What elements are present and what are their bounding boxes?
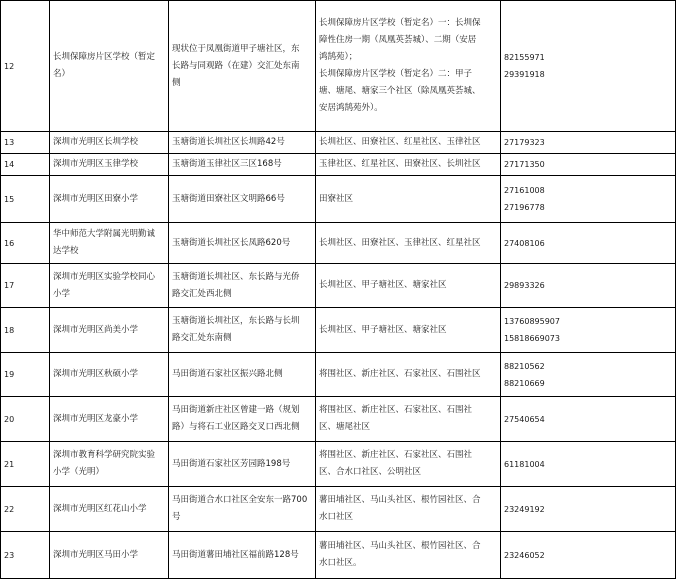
enrollment-area-line: 将围社区、新庄社区、石家社区、石围社 (319, 405, 473, 415)
school-address-line: 长路与同观路（在建）交汇处东南 (172, 60, 300, 71)
school-name-cell (50, 532, 169, 579)
row-number-cell (1, 223, 50, 264)
phone-cell (501, 532, 676, 579)
school-name-cell (50, 264, 169, 308)
school-name-line: 小学 (53, 288, 71, 299)
school-name-line: 名） (53, 69, 71, 79)
school-address-line: 马田街道石家社区芳园路198号 (172, 458, 291, 469)
phone-cell (501, 308, 676, 353)
school-name-cell (50, 442, 169, 487)
table-row (1, 532, 676, 579)
phone-cell (501, 487, 676, 532)
school-name-cell (50, 176, 169, 223)
school-name-cell (50, 353, 169, 397)
phone-line: 27171350 (504, 160, 545, 169)
row-number-cell (1, 442, 50, 487)
enrollment-area-cell (316, 397, 501, 442)
phone-line: 88210562 (504, 361, 545, 371)
phone-line: 27540654 (504, 414, 545, 424)
phone-line: 82155971 (504, 53, 545, 62)
enrollment-area-line: 长圳社区、甲子塘社区、塘家社区 (319, 280, 447, 290)
enrollment-area-cell (316, 308, 501, 353)
row-number-cell (1, 176, 50, 223)
enrollment-area-line: 长圳社区、甲子塘社区、塘家社区 (319, 324, 447, 335)
phone-line: 27196778 (504, 203, 545, 212)
phone-line: 23246052 (504, 550, 545, 560)
school-name-line: 深圳市光明区尚美小学 (53, 324, 139, 335)
enrollment-area-cell (316, 223, 501, 264)
school-address-line: 马田街道合水口社区全安东一路700 (172, 495, 308, 505)
enrollment-area-line: 塘、塘尾、塘家三个社区（除凤凰英荟城、 (319, 86, 481, 96)
school-address-cell (169, 132, 316, 154)
table-row (1, 308, 676, 353)
school-address-line: 玉塘街道田寮社区文明路66号 (172, 193, 285, 204)
enrollment-area-line: 田寮社区 (319, 193, 354, 204)
row-number-cell (1, 132, 50, 154)
row-number-line: 13 (4, 138, 15, 147)
school-name-cell (50, 1, 169, 132)
phone-cell (501, 176, 676, 223)
phone-line: 61181004 (504, 459, 545, 469)
enrollment-area-line: 水口社区 (319, 512, 354, 522)
table-body (1, 1, 676, 579)
enrollment-area-line: 薯田埔社区、马山头社区、根竹园社区、合 (319, 495, 481, 505)
enrollment-area-cell (316, 154, 501, 176)
phone-cell (501, 154, 676, 176)
phone-line: 29391918 (504, 70, 545, 79)
school-name-line: 深圳市光明区实验学校同心 (53, 271, 156, 282)
enrollment-area-cell (316, 532, 501, 579)
table-row (1, 132, 676, 154)
table-row (1, 223, 676, 264)
school-address-line: 路交汇处西北侧 (172, 288, 232, 299)
row-number-line: 19 (4, 370, 15, 379)
table-row (1, 487, 676, 532)
phone-line: 27179323 (504, 138, 545, 147)
school-name-line: 深圳市光明区田寮小学 (53, 193, 139, 204)
school-address-cell (169, 308, 316, 353)
table-row (1, 264, 676, 308)
enrollment-area-line: 区、塘尾社区 (319, 422, 371, 432)
row-number-line: 21 (4, 459, 15, 469)
row-number-line: 18 (4, 325, 15, 335)
school-address-line: 路）与将石工业区路交叉口西北侧 (172, 422, 300, 432)
enrollment-area-cell (316, 176, 501, 223)
row-number-line: 15 (4, 194, 15, 204)
school-address-cell (169, 397, 316, 442)
enrollment-area-line: 薯田埔社区、马山头社区、根竹园社区、合 (319, 541, 481, 551)
school-name-cell (50, 154, 169, 176)
school-name-line: 深圳市光明区红花山小学 (53, 503, 147, 514)
school-name-cell (50, 308, 169, 353)
table-row (1, 353, 676, 397)
school-address-line: 玉塘街道长圳社区、东长路与光侨 (172, 271, 300, 282)
row-number-cell (1, 1, 50, 132)
enrollment-area-line: 安居鸿鹄苑外）。 (319, 103, 383, 113)
school-address-cell (169, 442, 316, 487)
table-row (1, 442, 676, 487)
enrollment-area-line: 区、合水口社区、公明社区 (319, 467, 422, 477)
row-number-cell (1, 532, 50, 579)
phone-cell (501, 223, 676, 264)
school-address-line: 玉塘街道玉律社区三区168号 (172, 159, 282, 169)
school-address-line: 马田街道石家社区振兴路北侧 (172, 369, 283, 379)
school-name-line: 深圳市光明区长圳学校 (53, 137, 139, 147)
school-address-cell (169, 223, 316, 264)
phone-cell (501, 132, 676, 154)
school-address-line: 玉塘街道长圳社区长圳路42号 (172, 137, 285, 147)
school-address-cell (169, 1, 316, 132)
row-number-cell (1, 353, 50, 397)
phone-cell (501, 1, 676, 132)
row-number-cell (1, 264, 50, 308)
school-address-cell (169, 532, 316, 579)
school-address-line: 路交汇处东南侧 (172, 333, 232, 343)
school-name-cell (50, 132, 169, 154)
enrollment-area-line: 长圳社区、田寮社区、玉律社区、红星社区 (319, 237, 481, 248)
school-address-line: 现状位于凤凰街道甲子塘社区，东 (172, 43, 300, 54)
table-row (1, 397, 676, 442)
phone-line: 23249192 (504, 504, 545, 514)
phone-cell (501, 442, 676, 487)
enrollment-area-cell (316, 132, 501, 154)
row-number-line: 22 (4, 504, 15, 514)
school-name-line: 达学校 (53, 246, 79, 256)
phone-line: 29893326 (504, 281, 545, 290)
school-address-line: 马田街道薯田埔社区福前路128号 (172, 549, 299, 560)
school-name-line: 深圳市光明区玉律学校 (53, 159, 139, 169)
school-address-cell (169, 154, 316, 176)
row-number-cell (1, 308, 50, 353)
school-name-cell (50, 397, 169, 442)
enrollment-area-line: 长圳社区、田寮社区、红星社区、玉律社区 (319, 137, 481, 147)
enrollment-area-cell (316, 264, 501, 308)
school-address-line: 玉塘街道长圳社区，东长路与长圳 (172, 316, 300, 326)
school-name-line: 深圳市教育科学研究院实验 (53, 450, 156, 460)
row-number-line: 12 (4, 61, 15, 71)
enrollment-area-cell (316, 1, 501, 132)
school-name-line: 深圳市光明区秋硕小学 (53, 369, 139, 379)
school-name-line: 深圳市光明区龙豪小学 (53, 413, 139, 424)
school-name-line: 长圳保障房片区学校（暂定 (53, 52, 156, 62)
phone-cell (501, 353, 676, 397)
school-name-line: 深圳市光明区马田小学 (53, 549, 139, 560)
table-row (1, 1, 676, 132)
phone-line: 27161008 (504, 186, 545, 195)
school-address-line: 侧 (172, 77, 181, 88)
row-number-line: 17 (4, 281, 15, 290)
school-address-cell (169, 264, 316, 308)
row-number-line: 16 (4, 238, 15, 248)
school-address-line: 号 (172, 512, 181, 522)
school-address-cell (169, 353, 316, 397)
enrollment-area-line: 将围社区、新庄社区、石家社区、石围社区 (319, 369, 481, 379)
phone-line: 27408106 (504, 238, 545, 248)
enrollment-area-line: 玉律社区、红星社区、田寮社区、长圳社区 (319, 159, 481, 169)
school-address-line: 玉塘街道长圳社区长凤路620号 (172, 237, 291, 248)
phone-cell (501, 264, 676, 308)
row-number-line: 20 (4, 414, 15, 424)
school-address-cell (169, 176, 316, 223)
enrollment-area-line: 将围社区、新庄社区、石家社区、石围社 (319, 450, 473, 460)
enrollment-area-line: 鸿鹄苑）； (319, 52, 358, 62)
phone-line: 15818669073 (504, 334, 560, 343)
phone-line: 88210669 (504, 378, 545, 388)
school-address-line: 马田街道新庄社区曾建一路（规划 (172, 405, 300, 415)
enrollment-area-line: 障性住房一期（凤凰英荟城）、二期（安居 (319, 35, 477, 45)
table-row (1, 176, 676, 223)
row-number-cell (1, 487, 50, 532)
row-number-cell (1, 397, 50, 442)
school-name-line: 小学（光明） (53, 467, 105, 477)
enrollment-area-line: 长圳保障房片区学校（暂定名）二：甲子 (319, 69, 473, 79)
school-name-cell (50, 223, 169, 264)
enrollment-area-line: 水口社区。 (319, 558, 362, 568)
row-number-cell (1, 154, 50, 176)
enrollment-area-cell (316, 487, 501, 532)
school-name-line: 华中师范大学附属光明勤诚 (53, 229, 156, 239)
phone-cell (501, 397, 676, 442)
school-name-cell (50, 487, 169, 532)
enrollment-area-cell (316, 442, 501, 487)
school-address-cell (169, 487, 316, 532)
enrollment-area-cell (316, 353, 501, 397)
enrollment-area-line: 长圳保障房片区学校（暂定名）一：长圳保 (319, 18, 481, 28)
row-number-line: 23 (4, 550, 15, 560)
table-row (1, 154, 676, 176)
phone-line: 13760895907 (504, 317, 560, 326)
row-number-line: 14 (4, 160, 15, 169)
